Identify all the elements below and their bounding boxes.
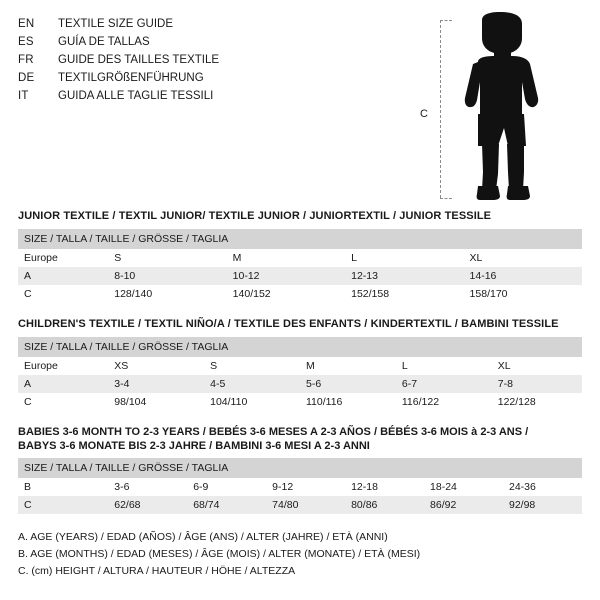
cell: 74/80 bbox=[266, 496, 345, 514]
toddler-silhouette-icon bbox=[452, 12, 562, 200]
language-text-en: TEXTILE SIZE GUIDE bbox=[58, 18, 174, 30]
row-label: A bbox=[18, 375, 108, 393]
section-title-babies bbox=[18, 425, 582, 453]
section-babies-textile bbox=[18, 425, 582, 514]
cell: XS bbox=[108, 357, 204, 375]
language-code-es: ES bbox=[18, 36, 34, 48]
row-label: Europe bbox=[18, 249, 108, 267]
table-header-label: SIZE / TALLA / TAILLE / GRÖSSE / TAGLIA bbox=[18, 229, 582, 249]
cell: 68/74 bbox=[187, 496, 266, 514]
cell: 98/104 bbox=[108, 393, 204, 411]
table-header-row bbox=[18, 229, 582, 249]
table-row bbox=[18, 393, 582, 411]
row-label: Europe bbox=[18, 357, 108, 375]
row-label: C bbox=[18, 285, 108, 303]
cell: 152/158 bbox=[345, 285, 463, 303]
cell: 5-6 bbox=[300, 375, 396, 393]
cell: 12-18 bbox=[345, 478, 424, 496]
table-row bbox=[18, 249, 582, 267]
cell: 12-13 bbox=[345, 267, 463, 285]
cell: L bbox=[345, 249, 463, 267]
cell: 3-4 bbox=[108, 375, 204, 393]
language-code-de: DE bbox=[18, 72, 35, 84]
table-header-row bbox=[18, 458, 582, 478]
footnote-b: B. AGE (MONTHS) / EDAD (MESES) / ÂGE (MOIS) / ALTER (MONATE) / ETÀ (MESI) bbox=[18, 548, 421, 560]
table-header-label: SIZE / TALLA / TAILLE / GRÖSSE / TAGLIA bbox=[18, 337, 582, 357]
height-measure-figure bbox=[418, 8, 578, 198]
table-row bbox=[18, 357, 582, 375]
language-title-list bbox=[18, 14, 219, 105]
measure-top-tick bbox=[440, 20, 452, 21]
table-header-row bbox=[18, 337, 582, 357]
measure-bottom-tick bbox=[440, 198, 452, 199]
cell: S bbox=[108, 249, 226, 267]
cell: 6-9 bbox=[187, 478, 266, 496]
table-babies-textile bbox=[18, 458, 582, 514]
row-label: A bbox=[18, 267, 108, 285]
table-row bbox=[18, 285, 582, 303]
cell: 158/170 bbox=[464, 285, 582, 303]
cell: 116/122 bbox=[396, 393, 492, 411]
language-text-es: GUÍA DE TALLAS bbox=[58, 36, 150, 48]
language-row-fr bbox=[18, 52, 219, 69]
cell: 10-12 bbox=[227, 267, 345, 285]
table-junior-textile bbox=[18, 229, 582, 303]
measure-label-c: C bbox=[420, 108, 428, 120]
footnote-c: C. (cm) HEIGHT / ALTURA / HAUTEUR / HÖHE / ALTEZZA bbox=[18, 565, 296, 577]
section-childrens-textile bbox=[18, 317, 582, 411]
measure-dashed-line bbox=[440, 20, 441, 198]
row-label: C bbox=[18, 393, 108, 411]
cell: M bbox=[300, 357, 396, 375]
table-childrens-textile bbox=[18, 337, 582, 411]
section-title-junior: JUNIOR TEXTILE / TEXTIL JUNIOR/ TEXTILE JUNIOR / JUNIORTEXTIL / JUNIOR TESSILE bbox=[18, 210, 492, 222]
language-row-it bbox=[18, 88, 219, 105]
language-row-de bbox=[18, 70, 219, 87]
cell: 92/98 bbox=[503, 496, 582, 514]
table-row bbox=[18, 496, 582, 514]
cell: 140/152 bbox=[227, 285, 345, 303]
language-code-it: IT bbox=[18, 90, 29, 102]
cell: 24-36 bbox=[503, 478, 582, 496]
cell: 62/68 bbox=[108, 496, 187, 514]
cell: 8-10 bbox=[108, 267, 226, 285]
cell: M bbox=[227, 249, 345, 267]
language-text-it: GUIDA ALLE TAGLIE TESSILI bbox=[58, 90, 214, 102]
language-text-fr: GUIDE DES TAILLES TEXTILE bbox=[58, 54, 220, 66]
cell: S bbox=[204, 357, 300, 375]
table-row bbox=[18, 478, 582, 496]
cell: 9-12 bbox=[266, 478, 345, 496]
cell: XL bbox=[464, 249, 582, 267]
cell: 104/110 bbox=[204, 393, 300, 411]
table-row bbox=[18, 267, 582, 285]
cell: 80/86 bbox=[345, 496, 424, 514]
language-row-es bbox=[18, 34, 219, 51]
cell: 86/92 bbox=[424, 496, 503, 514]
language-row-en bbox=[18, 16, 219, 33]
cell: XL bbox=[492, 357, 582, 375]
table-row bbox=[18, 375, 582, 393]
cell: 7-8 bbox=[492, 375, 582, 393]
footnotes bbox=[18, 530, 582, 579]
row-label: C bbox=[18, 496, 108, 514]
cell: 122/128 bbox=[492, 393, 582, 411]
cell: L bbox=[396, 357, 492, 375]
cell: 18-24 bbox=[424, 478, 503, 496]
language-code-fr: FR bbox=[18, 54, 34, 66]
cell: 14-16 bbox=[464, 267, 582, 285]
cell: 4-5 bbox=[204, 375, 300, 393]
footnote-a: A. AGE (YEARS) / EDAD (AÑOS) / ÂGE (ANS) / ALTER (JAHRE) / ETÀ (ANNI) bbox=[18, 531, 388, 543]
cell: 128/140 bbox=[108, 285, 226, 303]
language-text-de: TEXTILGRÖßENFÜHRUNG bbox=[58, 72, 204, 84]
section-title-babies-line-1: BABIES 3-6 MONTH TO 2-3 YEARS / BEBÉS 3-6 MESES A 2-3 AÑOS / BÉBÉS 3-6 MOIS à 2-3 ANS / bbox=[18, 426, 529, 438]
table-header-label: SIZE / TALLA / TAILLE / GRÖSSE / TAGLIA bbox=[18, 458, 582, 478]
cell: 3-6 bbox=[108, 478, 187, 496]
section-junior-textile bbox=[18, 209, 582, 303]
section-title-children: CHILDREN'S TEXTILE / TEXTIL NIÑO/A / TEXTILE DES ENFANTS / KINDERTEXTIL / BAMBINI TESSILE bbox=[18, 318, 559, 330]
cell: 6-7 bbox=[396, 375, 492, 393]
row-label: B bbox=[18, 478, 108, 496]
cell: 110/116 bbox=[300, 393, 396, 411]
language-code-en: EN bbox=[18, 18, 35, 30]
section-title-babies-line-2: BABYS 3-6 MONATE BIS 2-3 JAHRE / BAMBINI 3-6 MESI A 2-3 ANNI bbox=[18, 440, 370, 452]
